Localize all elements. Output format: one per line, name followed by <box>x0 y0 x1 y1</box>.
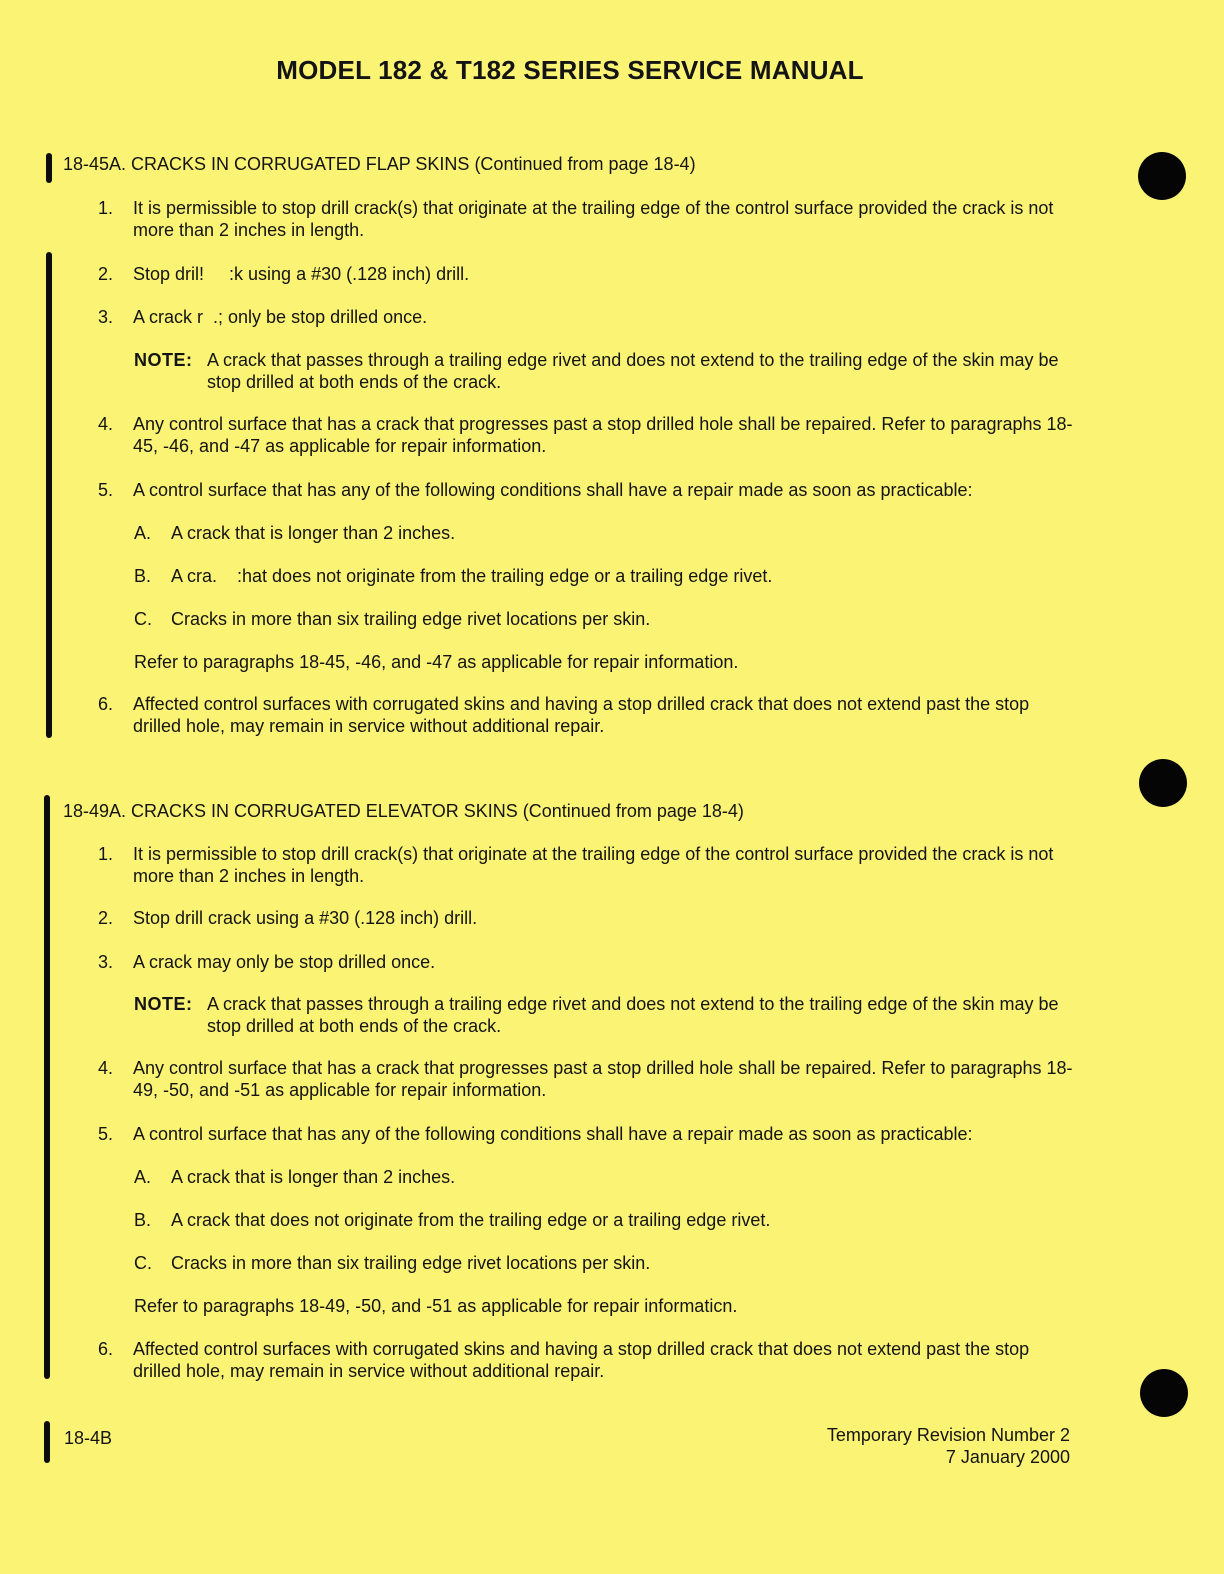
condition-text: A crack that is longer than 2 inches. <box>171 523 456 543</box>
change-bar-heading-flap <box>46 153 52 183</box>
item-text: Any control surface that has a crack that progresses past a stop drilled hole shall be repaired. Refer to paragraphs 18-49, -50, and -51 as applicable for repair information. <box>133 1058 1073 1100</box>
item-number: 4. <box>98 414 114 434</box>
list-item <box>98 1123 1078 1145</box>
list-item <box>98 843 1078 887</box>
punch-hole-middle <box>1139 759 1187 807</box>
note-text: A crack that passes through a trailing edge rivet and does not extend to the trailing edge of the skin may be stop drilled at both ends of the crack. <box>207 994 1059 1036</box>
condition-text: A crack that does not originate from the trailing edge or a trailing edge rivet. <box>171 1210 771 1230</box>
condition-letter: C. <box>134 1253 152 1273</box>
refer-text: Refer to paragraphs 18-45, -46, and -47 as applicable for repair information. <box>134 652 739 672</box>
note-block <box>134 993 1074 1037</box>
condition-letter: A. <box>134 523 152 543</box>
list-item <box>98 1057 1078 1101</box>
condition-letter: A. <box>134 1167 152 1187</box>
item-number: 3. <box>98 307 114 327</box>
item-number: 1. <box>98 198 114 218</box>
item-text: It is permissible to stop drill crack(s) that originate at the trailing edge of the control surface provided the crack is not more than 2 inches in length. <box>133 844 1054 886</box>
revision-block <box>827 1424 1070 1468</box>
page-title: MODEL 182 & T182 SERIES SERVICE MANUAL <box>276 55 864 85</box>
item-text: A crack may only be stop drilled once. <box>133 952 436 972</box>
condition-text: Cracks in more than six trailing edge rivet locations per skin. <box>171 1253 651 1273</box>
condition-item <box>134 1166 1074 1188</box>
item-text: Stop dril! :k using a #30 (.128 inch) drill. <box>133 264 470 284</box>
note-text: A crack that passes through a trailing edge rivet and does not extend to the trailing edge of the skin may be stop drilled at both ends of the crack. <box>207 350 1059 392</box>
item-number: 1. <box>98 844 114 864</box>
list-item <box>98 413 1078 457</box>
list-item <box>98 1338 1078 1382</box>
condition-letter: C. <box>134 609 152 629</box>
punch-hole-top <box>1138 152 1186 200</box>
note-label: NOTE: <box>134 994 193 1014</box>
item-text: Affected control surfaces with corrugated skins and having a stop drilled crack that does not extend past the stop drilled hole, may remain in service without additional repair. <box>133 694 1030 736</box>
item-number: 2. <box>98 908 114 928</box>
change-bar-flap <box>46 252 52 738</box>
item-number: 3. <box>98 952 114 972</box>
note-label: NOTE: <box>134 350 193 370</box>
item-text: It is permissible to stop drill crack(s) that originate at the trailing edge of the control surface provided the crack is not more than 2 inches in length. <box>133 198 1054 240</box>
section-heading-flap: 18-45A. CRACKS IN CORRUGATED FLAP SKINS (Continued from page 18-4) <box>63 154 696 174</box>
item-text: Any control surface that has a crack that progresses past a stop drilled hole shall be repaired. Refer to paragraphs 18-45, -46, and -47 as applicable for repair information. <box>133 414 1073 456</box>
list-item <box>98 197 1078 241</box>
item-text: A crack r .; only be stop drilled once. <box>133 307 428 327</box>
item-number: 6. <box>98 694 114 714</box>
note-block <box>134 349 1074 393</box>
item-number: 5. <box>98 1124 114 1144</box>
change-bar-elevator <box>44 795 50 1379</box>
revision-label: Temporary Revision Number 2 <box>826 1425 1070 1445</box>
list-item <box>98 263 1078 285</box>
condition-letter: B. <box>134 566 152 586</box>
item-number: 6. <box>98 1339 114 1359</box>
condition-item <box>134 1252 1074 1274</box>
list-item <box>98 693 1078 737</box>
condition-item <box>134 565 1074 587</box>
refer-text: Refer to paragraphs 18-49, -50, and -51 as applicable for repair informaticn. <box>134 1296 738 1316</box>
condition-text: Cracks in more than six trailing edge rivet locations per skin. <box>171 609 651 629</box>
item-number: 4. <box>98 1058 114 1078</box>
condition-item <box>134 1209 1074 1231</box>
item-text: A control surface that has any of the following conditions shall have a repair made as soon as practicable: <box>133 1124 973 1144</box>
section-heading-elevator: 18-49A. CRACKS IN CORRUGATED ELEVATOR SKINS (Continued from page 18-4) <box>63 801 744 821</box>
item-text: Affected control surfaces with corrugated skins and having a stop drilled crack that does not extend past the stop drilled hole, may remain in service without additional repair. <box>133 1339 1030 1381</box>
condition-item <box>134 608 1074 630</box>
revision-date: 7 January 2000 <box>945 1447 1070 1467</box>
condition-text: A crack that is longer than 2 inches. <box>171 1167 456 1187</box>
condition-letter: B. <box>134 1210 152 1230</box>
item-text: Stop drill crack using a #30 (.128 inch) drill. <box>133 908 478 928</box>
condition-text: A cra. :hat does not originate from the trailing edge or a trailing edge rivet. <box>171 566 773 586</box>
item-text: A control surface that has any of the following conditions shall have a repair made as soon as practicable: <box>133 480 973 500</box>
item-number: 2. <box>98 264 114 284</box>
page-number: 18-4B <box>64 1428 113 1448</box>
list-item <box>98 951 1078 973</box>
list-item <box>98 907 1078 929</box>
condition-item <box>134 522 1074 544</box>
list-item <box>98 306 1078 328</box>
item-number: 5. <box>98 480 114 500</box>
list-item <box>98 479 1078 501</box>
change-bar-footer <box>44 1421 50 1463</box>
punch-hole-bottom <box>1140 1369 1188 1417</box>
